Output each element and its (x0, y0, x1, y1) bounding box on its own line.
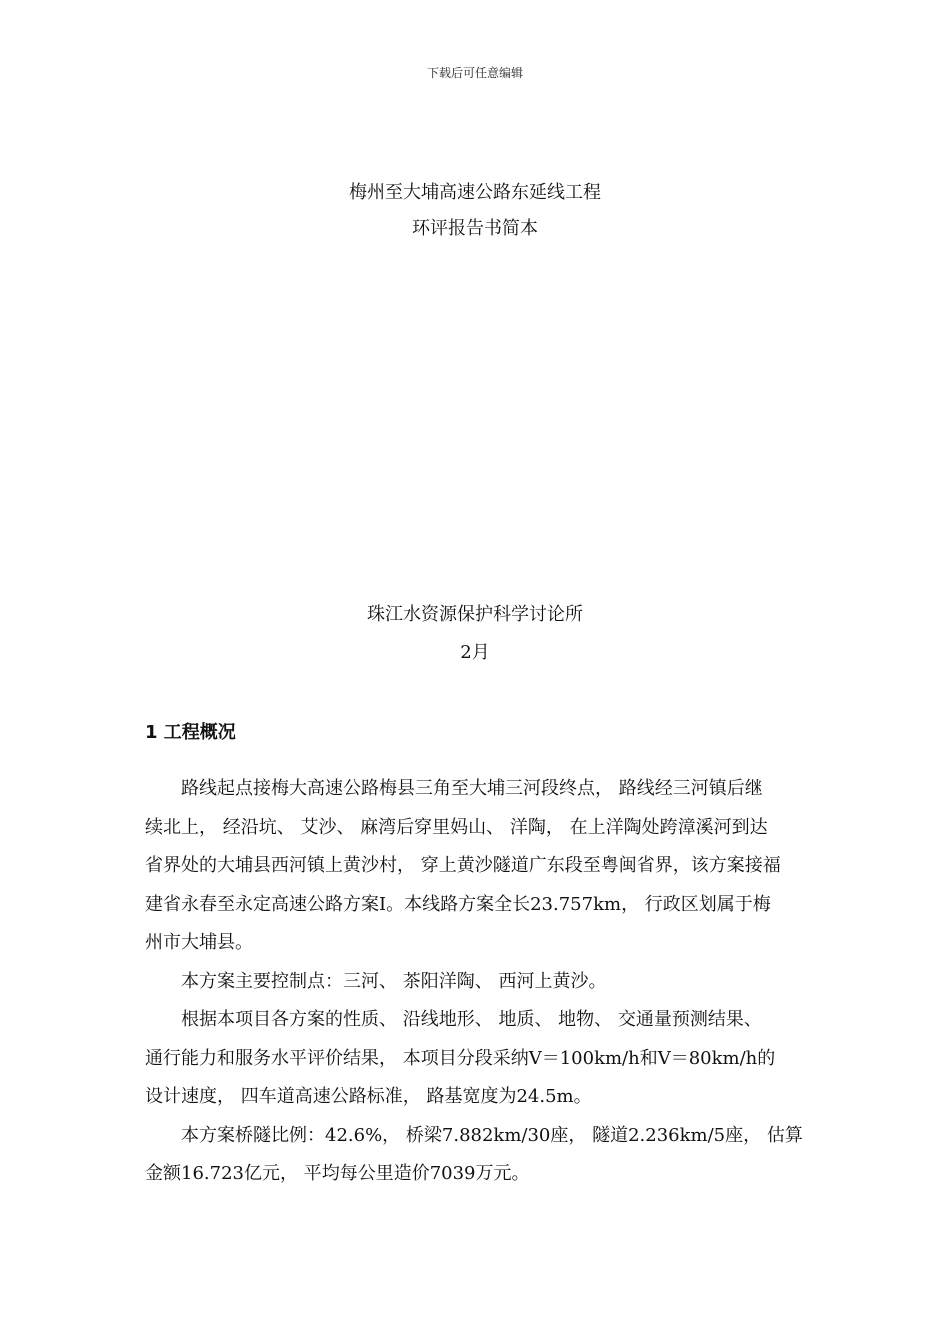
text-line: 金额16.723亿元， 平均每公里造价7039万元。 (145, 1163, 530, 1184)
text-line: 建省永春至永定高速公路方案Ⅰ。本线路方案全长23.757km， 行政区划属于梅 (145, 893, 771, 915)
publication-date: 2月 (460, 642, 490, 663)
organization-name: 珠江水资源保护科学讨论所 (367, 604, 583, 625)
document-title (0, 175, 950, 247)
paragraph-control-points (145, 963, 810, 1002)
paragraph-route (145, 770, 810, 963)
text-line: 通行能力和服务水平评价结果， 本项目分段采纳V＝100km/h和V＝80km/h的 (145, 1047, 776, 1069)
paragraph-design-standard (145, 1001, 810, 1117)
text-line: 省界处的大埔县西河镇上黄沙村， 穿上黄沙隧道广东段至粤闽省界，该方案接福 (145, 855, 781, 876)
publisher-block (0, 596, 950, 672)
paragraph-cost (145, 1117, 810, 1194)
section-body (145, 770, 810, 1194)
header-note: 下载后可任意编辑 (426, 66, 523, 80)
title-line-2: 环评报告书简本 (412, 218, 538, 239)
text-line: 州市大埔县。 (145, 932, 253, 953)
text-line: 根据本项目各方案的性质、 沿线地形、 地质、 地物、 交通量预测结果、 (181, 1009, 762, 1030)
section-heading: 1 工程概况 (145, 722, 236, 743)
text-line: 设计速度， 四车道高速公路标准， 路基宽度为24.5m。 (145, 1086, 592, 1107)
text-line: 续北上， 经沿坑、 艾沙、 麻湾后穿里妈山、 洋陶， 在上洋陶处跨漳溪河到达 (145, 816, 768, 838)
text-line: 本方案主要控制点：三河、 茶阳洋陶、 西河上黄沙。 (181, 970, 607, 992)
text-line: 本方案桥隧比例：42.6%， 桥梁7.882km/30座， 隧道2.236km/5座， 估算 (181, 1124, 803, 1146)
title-line-1: 梅州至大埔高速公路东延线工程 (349, 182, 601, 203)
text-line: 路线起点接梅大高速公路梅县三角至大埔三河段终点， 路线经三河镇后继 (181, 778, 763, 799)
